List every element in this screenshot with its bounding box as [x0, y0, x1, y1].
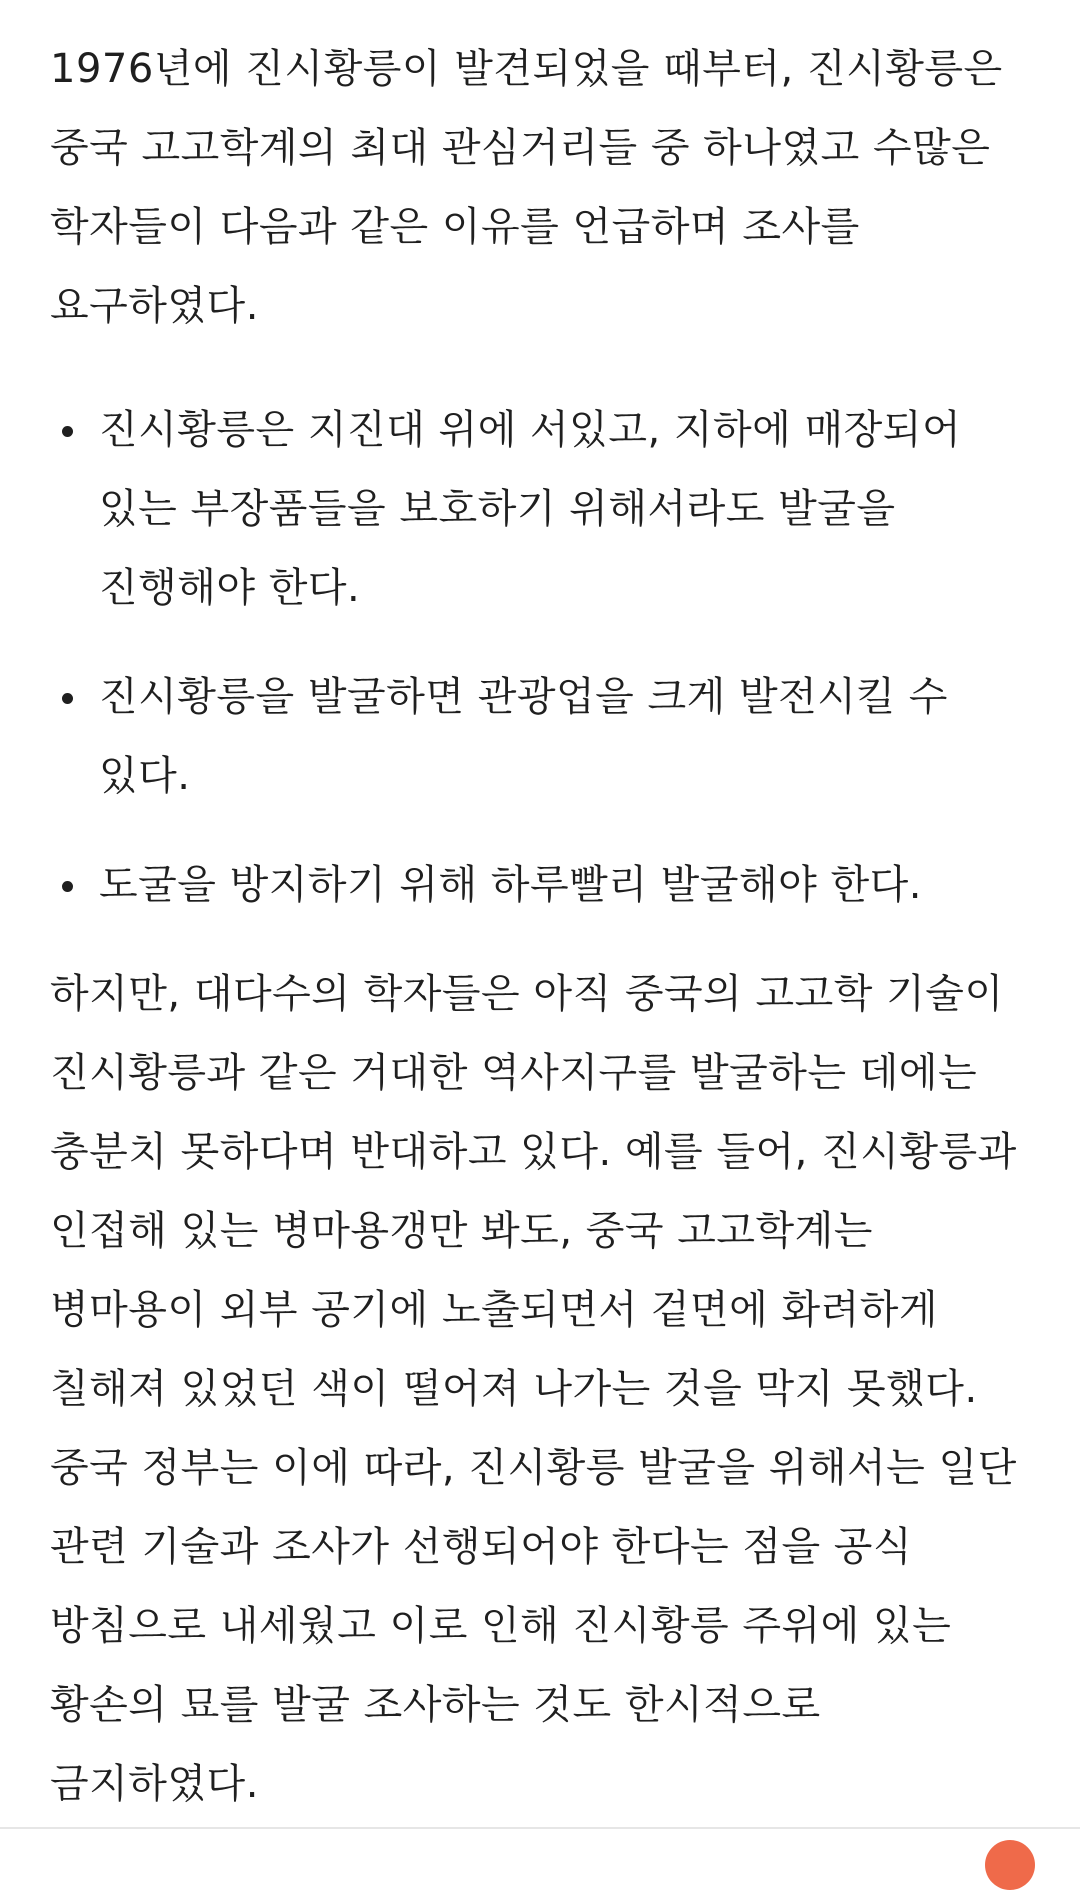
bullet-dot-icon: [62, 693, 73, 704]
reasons-list: [50, 391, 1034, 925]
article-body: [50, 30, 1034, 1824]
bullet-dot-icon: [62, 426, 73, 437]
intro-paragraph: 1976년에 진시황릉이 발견되었을 때부터, 진시황릉은 중국 고고학계의 최대 관심거리들 중 하나였고 수많은 학자들이 다음과 같은 이유를 언급하며 조사를 요구하였다.: [50, 46, 1003, 329]
list-item-text: 진시황릉은 지진대 위에 서있고, 지하에 매장되어 있는 부장품들을 보호하기 위해서라도 발굴을 진행해야 한다.: [99, 407, 962, 611]
list-item: [50, 391, 1034, 628]
conclusion-paragraph: 하지만, 대다수의 학자들은 아직 중국의 고고학 기술이 진시황릉과 같은 거대한 역사지구를 발굴하는 데에는 충분치 못하다며 반대하고 있다. 예를 들어, 진시황릉과 인접해 있는 병마용갱만 봐도, 중국 고고학계는 병마용이 외부 공기에 노출되면서 겉면에 화려하게 칠해져 있었던 색이 떨어져 나가는 것을 막지 못했다. 중국 정부는 이에 따라, 진시황릉 발굴을 위해서는 일단 관련 기술과 조사가 선행되어야 한다는 점을 공식 방침으로 내세웠고 이로 인해 진시황릉 주위에 있는 황손의 묘를 발굴 조사하는 것도 한시적으로 금지하였다.: [50, 971, 1017, 1807]
bullet-dot-icon: [62, 881, 73, 892]
list-item-text: 도굴을 방지하기 위해 하루빨리 발굴해야 한다.: [99, 862, 922, 908]
list-item-text: 진시황릉을 발굴하면 관광업을 크게 발전시킬 수 있다.: [99, 674, 948, 799]
floating-action-button[interactable]: [985, 1840, 1035, 1890]
list-item: [50, 658, 1034, 816]
list-item: [50, 846, 1034, 925]
bottom-divider: [0, 1827, 1080, 1829]
